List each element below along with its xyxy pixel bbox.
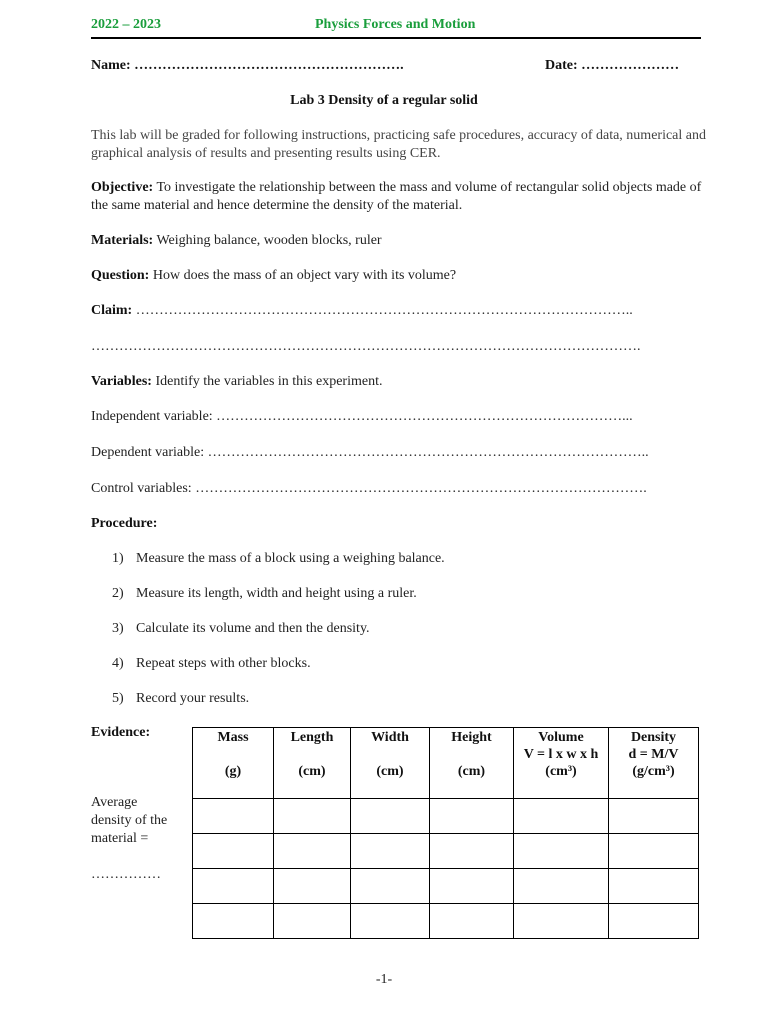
procedure-step: 1) Measure the mass of a block using a weighing balance.	[112, 551, 445, 566]
table-cell[interactable]	[351, 799, 430, 834]
evidence-label: Evidence:	[91, 725, 151, 740]
table-cell[interactable]	[514, 869, 609, 904]
table-row	[193, 799, 699, 834]
column-header-length: Length (cm)	[274, 728, 351, 799]
table-cell[interactable]	[430, 799, 514, 834]
average-density-label: Average density of the material =	[91, 795, 168, 846]
table-cell[interactable]	[274, 904, 351, 939]
table-cell[interactable]	[430, 834, 514, 869]
column-header-mass: Mass (g)	[193, 728, 274, 799]
objective-label: Objective:	[91, 180, 154, 195]
procedure-step: 5) Record your results.	[112, 691, 250, 706]
independent-variable-line[interactable]: Independent variable: ……………………………………………………………………………...	[91, 409, 633, 424]
dependent-variable-line[interactable]: Dependent variable: …………………………………………………………………………………..	[91, 445, 649, 460]
table-cell[interactable]	[609, 834, 699, 869]
claim-section	[91, 302, 633, 320]
procedure-step: 4) Repeat steps with other blocks.	[112, 656, 311, 671]
header-course-title: Physics Forces and Motion	[315, 17, 476, 32]
table-row	[193, 869, 699, 904]
average-density-answer[interactable]: ……………	[91, 867, 161, 882]
procedure-step: 3) Calculate its volume and then the density.	[112, 621, 370, 636]
name-label: Name:	[91, 58, 131, 73]
table-cell[interactable]	[430, 869, 514, 904]
table-cell[interactable]	[274, 869, 351, 904]
column-header-volume: Volume V = l x w x h (cm³)	[514, 728, 609, 799]
table-cell[interactable]	[274, 834, 351, 869]
header-divider	[91, 37, 701, 39]
table-cell[interactable]	[351, 904, 430, 939]
materials-text: Weighing balance, wooden blocks, ruler	[153, 233, 382, 248]
claim-label: Claim:	[91, 303, 133, 318]
question-section	[91, 267, 456, 285]
variables-text: Identify the variables in this experiment.	[151, 374, 383, 389]
procedure-step: 2) Measure its length, width and height using a ruler.	[112, 586, 417, 601]
table-cell[interactable]	[274, 799, 351, 834]
header-year: 2022 – 2023	[91, 17, 161, 32]
page-number: -1-	[375, 972, 393, 987]
table-cell[interactable]	[609, 904, 699, 939]
objective-text: To investigate the relationship between the mass and volume of rectangular solid objects made of the same material and hence determine the density of the material.	[91, 180, 702, 213]
table-cell[interactable]	[514, 904, 609, 939]
column-header-width: Width (cm)	[351, 728, 430, 799]
table-cell[interactable]	[609, 869, 699, 904]
column-header-height: Height (cm)	[430, 728, 514, 799]
table-header-row	[193, 728, 699, 799]
objective-section	[91, 179, 706, 215]
table-cell[interactable]	[193, 834, 274, 869]
table-cell[interactable]	[514, 799, 609, 834]
variables-label: Variables:	[91, 374, 152, 389]
table-cell[interactable]	[193, 869, 274, 904]
materials-label: Materials:	[91, 233, 154, 248]
name-dots: ………………………………………………….	[134, 58, 404, 73]
evidence-table	[192, 727, 699, 939]
table-cell[interactable]	[430, 904, 514, 939]
variables-section	[91, 373, 382, 391]
question-label: Question:	[91, 268, 150, 283]
table-cell[interactable]	[193, 904, 274, 939]
question-text: How does the mass of an object vary with its volume?	[149, 268, 457, 283]
table-cell[interactable]	[351, 834, 430, 869]
table-row	[193, 904, 699, 939]
control-variables-line[interactable]: Control variables: …………………………………………………………………………………….	[91, 481, 647, 496]
column-header-density: Density d = M/V (g/cm³)	[609, 728, 699, 799]
date-line	[545, 57, 679, 75]
table-cell[interactable]	[193, 799, 274, 834]
claim-dots-2[interactable]: ……………………………………………………………………………………………………….	[91, 339, 641, 354]
table-cell[interactable]	[351, 869, 430, 904]
date-dots: …………………	[581, 58, 680, 73]
table-cell[interactable]	[514, 834, 609, 869]
materials-section	[91, 232, 382, 250]
lab-title: Lab 3 Density of a regular solid	[290, 93, 478, 108]
table-cell[interactable]	[609, 799, 699, 834]
name-line	[91, 57, 404, 75]
procedure-label: Procedure:	[91, 516, 158, 531]
table-row	[193, 834, 699, 869]
claim-dots-1[interactable]: ……………………………………………………………………………………………..	[132, 303, 633, 318]
intro-text: This lab will be graded for following instructions, practicing safe procedures, accuracy of data, numerical and graphical analysis of results and presenting results using CER.	[91, 128, 706, 161]
date-label: Date:	[545, 58, 578, 73]
